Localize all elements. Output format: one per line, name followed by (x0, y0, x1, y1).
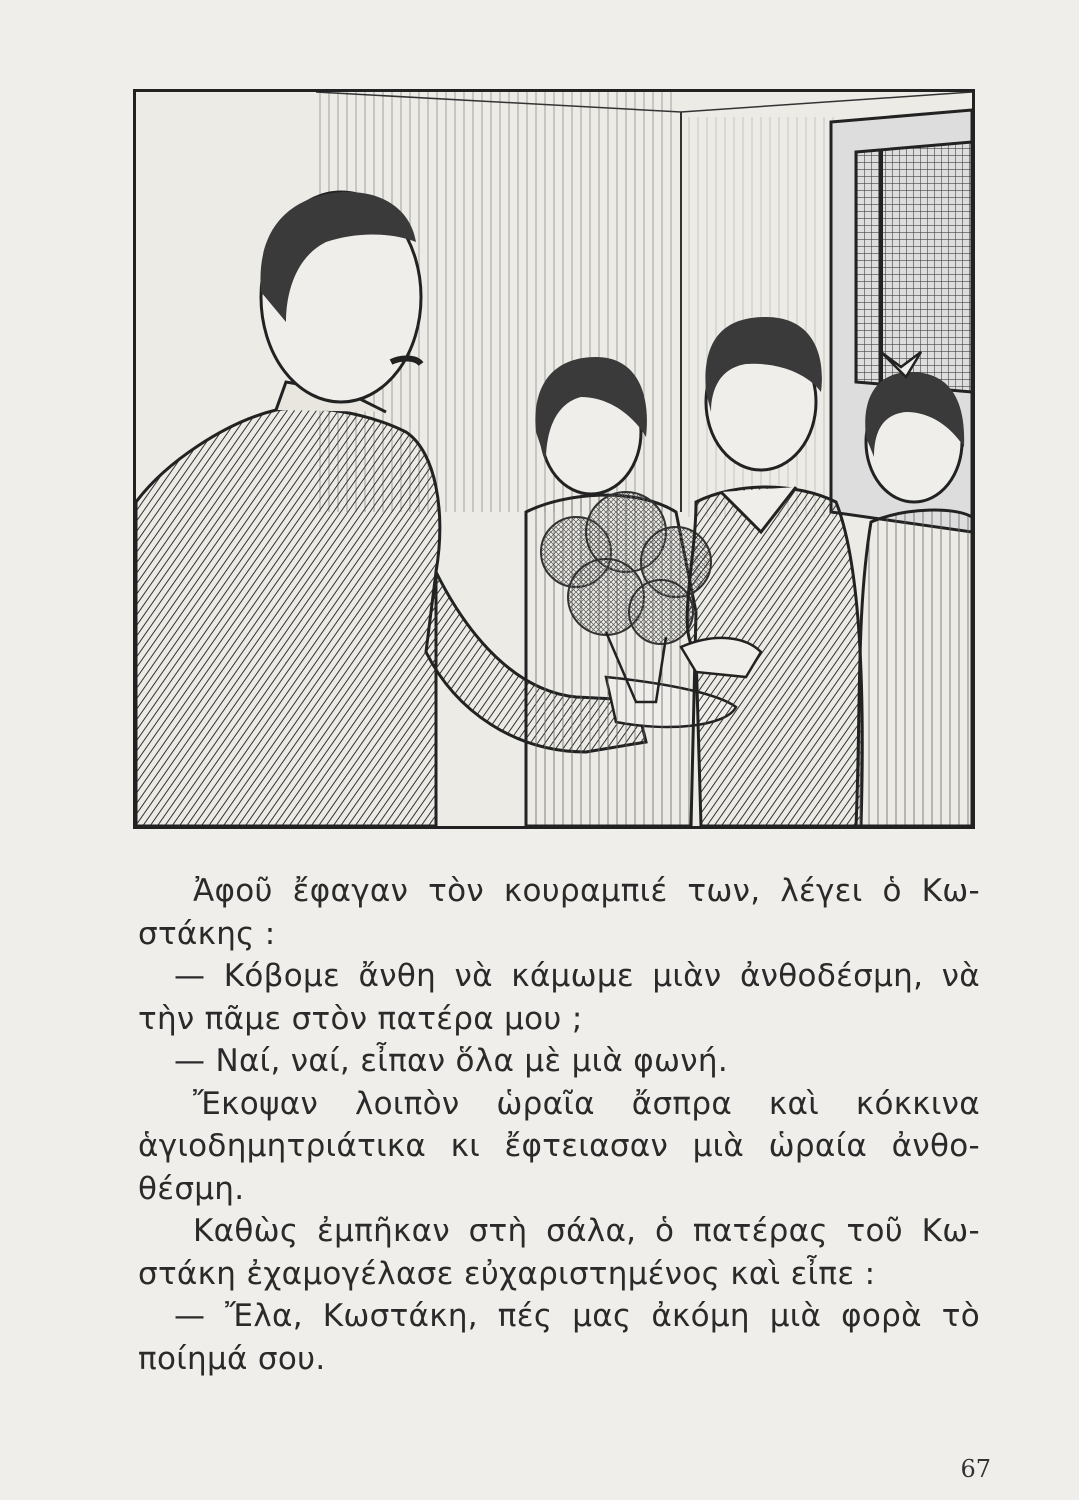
paragraph-dialogue-2: — Ναί, ναί, εἶπαν ὅλα μὲ μιὰ φωνή. (174, 1043, 729, 1079)
paragraph-narration-1: Ἀφοῦ ἔφαγαν τὸν κουραμπιέ των, λέγει ὁ Κω-στάκης : (138, 873, 980, 952)
illustration (133, 89, 975, 829)
story-text (138, 870, 980, 1380)
paragraph-narration-2: Ἔκοψαν λοιπὸν ὡραῖα ἄσπρα καὶ κόκκινα ἁγιοδημητριάτικα κι ἔφτειασαν μιὰ ὡραία ἀνθο-θέσμη. (138, 1085, 980, 1207)
paragraph-dialogue-1: — Κόβομε ἄνθη νὰ κάμωμε μιὰν ἀνθοδέσμη, νὰ τὴν πᾶμε στὸν πατέρα μου ; (138, 958, 980, 1037)
paragraph-narration-3: Καθὼς ἐμπῆκαν στὴ σάλα, ὁ πατέρας τοῦ Κω-στάκη ἐχαμογέλασε εὐχαριστημένος καὶ εἶπε : (138, 1213, 980, 1292)
paragraph-dialogue-3: — Ἔλα, Κωστάκη, πές μας ἀκόμη μιὰ φορὰ τὸ ποίημά σου. (138, 1298, 980, 1377)
girl-right (856, 352, 972, 826)
page-number: 67 (960, 1455, 991, 1483)
